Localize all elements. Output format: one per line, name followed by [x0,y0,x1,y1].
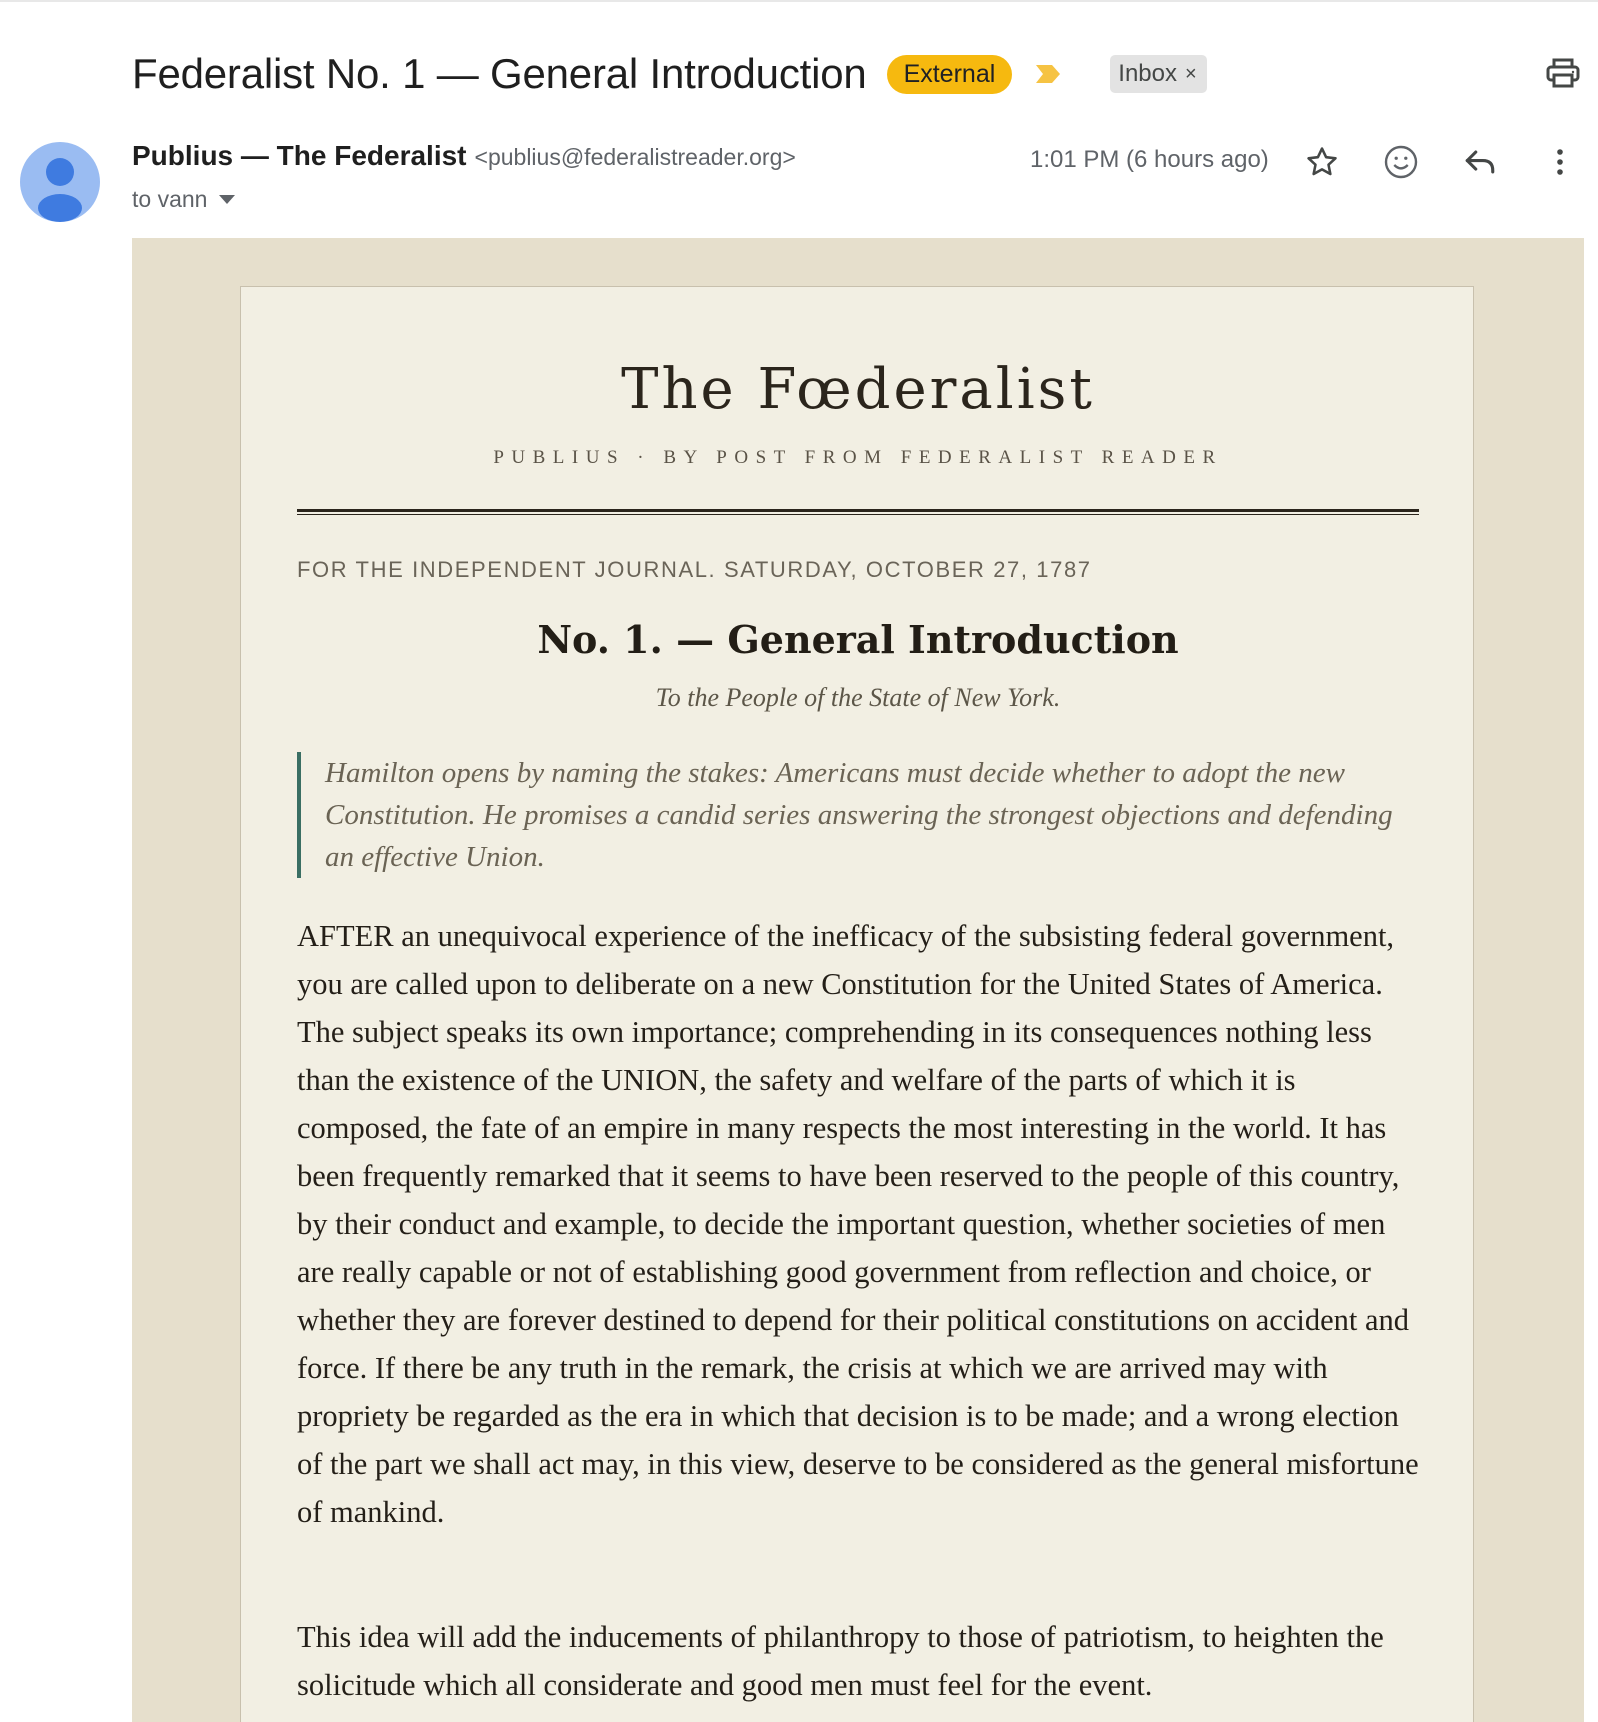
essay-paragraph: This idea will add the inducements of philanthropy to those of patriotism, to heighten the solicitude which all considerate and good men must feel for the event. [297,1620,1384,1702]
chevron-down-icon[interactable] [219,195,235,204]
email-body [132,238,1584,1722]
importance-marker-icon[interactable] [1034,59,1068,89]
sender-row [132,140,796,172]
newsletter-byline: PUBLIUS · BY POST FROM FEDERALIST READER [493,447,1223,468]
inbox-label-text: Inbox [1118,60,1177,87]
remove-label-icon[interactable]: × [1185,62,1197,85]
inbox-label[interactable] [1110,55,1206,93]
newsletter-card [240,286,1474,1722]
sender-name[interactable]: Publius — The Federalist [132,140,467,171]
external-label: External [887,55,1013,94]
newsletter-masthead: The Fœderalist [621,357,1095,422]
recipient-label: to vann [132,186,208,212]
email-timestamp: 1:01 PM (6 hours ago) [1030,146,1269,173]
person-icon [20,142,100,222]
recipient-details[interactable] [132,186,235,213]
print-icon[interactable] [1543,53,1583,93]
emoji-reaction-icon[interactable] [1381,142,1421,182]
star-icon[interactable] [1302,142,1342,182]
more-vert-icon[interactable] [1540,142,1580,182]
reply-icon[interactable] [1460,142,1500,182]
essay-summary: Hamilton opens by naming the stakes: Americans must decide whether to adopt the new Constitution. He promises a candid series answering the strongest objections and defending an effective Union. [297,752,1419,878]
masthead-divider [297,509,1419,515]
sender-email: <publius@federalistreader.org> [474,144,796,170]
newsletter-dateline: FOR THE INDEPENDENT JOURNAL. SATURDAY, OCTOBER 27, 1787 [297,557,1092,582]
email-subject: Federalist No. 1 — General Introduction [132,50,867,97]
sender-avatar[interactable] [20,142,100,222]
top-divider [0,0,1598,2]
essay-paragraph: AFTER an unequivocal experience of the inefficacy of the subsisting federal government, you are called upon to deliberate on a new Constitution for the United States of America. The subject speaks its own importance; comprehending in its consequences nothing less than the existence of the UNION, the safety and welfare of the parts of which it is composed, the fate of an empire in many respects the most interesting in the world. It has been frequently remarked that it seems to have been reserved to the people of this country, by their conduct and example, to decide the important question, whether societies of men are really capable or not of establishing good government from reflection and choice, or whether they are forever destined to depend for their political constitutions on accident and force. If there be any truth in the remark, the crisis at which we are arrived may with propriety be regarded as the era in which that decision is to be made; and a wrong election of the part we shall act may, in this view, deserve to be considered as the general misfortune of mankind. [297,919,1419,1529]
subject-row [132,44,1207,104]
essay-title: No. 1. — General Introduction [537,617,1179,662]
essay-salutation: To the People of the State of New York. [655,683,1061,712]
